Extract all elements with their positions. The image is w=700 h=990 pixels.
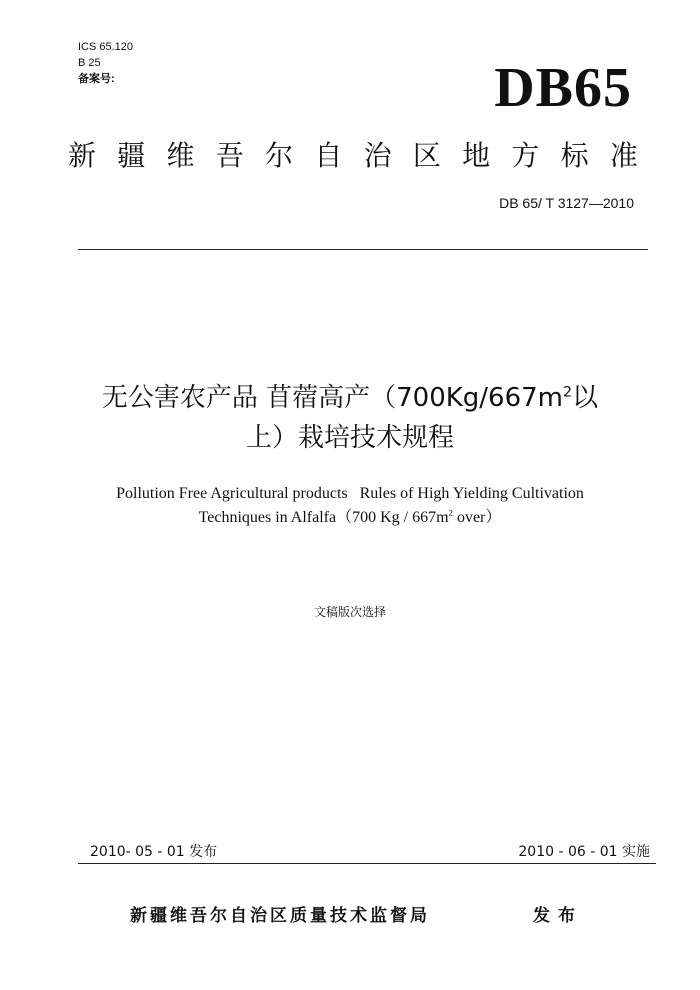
issued-label: 发布 [533,906,583,926]
bottom-divider [78,863,656,864]
standard-type-char: 新 [68,139,97,172]
standard-type-char: 地 [462,139,491,172]
standard-type-heading [68,138,638,174]
title-zh-line-2: 上）栽培技术规程 [245,423,454,453]
standard-logo: DB65 [494,57,632,119]
title-en-text: Techniques in Alfalfa（700 Kg / 667m [198,509,449,526]
issuing-authority: 新疆维吾尔自治区质量技术监督局 [130,906,430,926]
title-en-text: over） [452,509,502,526]
document-title-chinese [50,378,650,458]
title-en-line-1: Pollution Free Agricultural products Rules of High Yielding Cultivation [116,485,584,502]
record-number-label: 备案号: [78,73,115,85]
publish-date: 2010- 05 - 01 发布 [90,844,218,860]
standard-type-char: 维 [166,139,195,172]
standard-type-char: 自 [314,139,343,172]
standard-type-char: 治 [363,139,392,172]
standard-type-char: 方 [511,139,540,172]
title-zh-text: 无公害农产品 苜蓿高产（700Kg/667m [101,383,564,413]
classification-code: B 25 [78,57,101,69]
standard-type-char: 疆 [117,139,146,172]
title-zh-line-1 [50,378,650,418]
document-title-english [50,482,650,530]
standard-type-char: 吾 [215,139,244,172]
standard-type-char: 尔 [265,139,294,172]
effective-date: 2010 - 06 - 01 实施 [518,844,650,860]
draft-version-note: 文稿版次选择 [313,605,386,619]
title-zh-text: 以 [572,383,599,413]
standard-type-char: 准 [609,139,638,172]
standard-type-char: 标 [560,139,589,172]
title-en-line-2 [50,506,650,530]
title-zh-superscript: 2 [563,384,573,401]
standard-type-char: 区 [412,139,441,172]
title-en-superscript: 2 [448,507,453,518]
ics-code: ICS 65.120 [78,41,134,53]
top-divider [78,249,648,250]
standard-number: DB 65/ T 3127—2010 [499,195,634,211]
